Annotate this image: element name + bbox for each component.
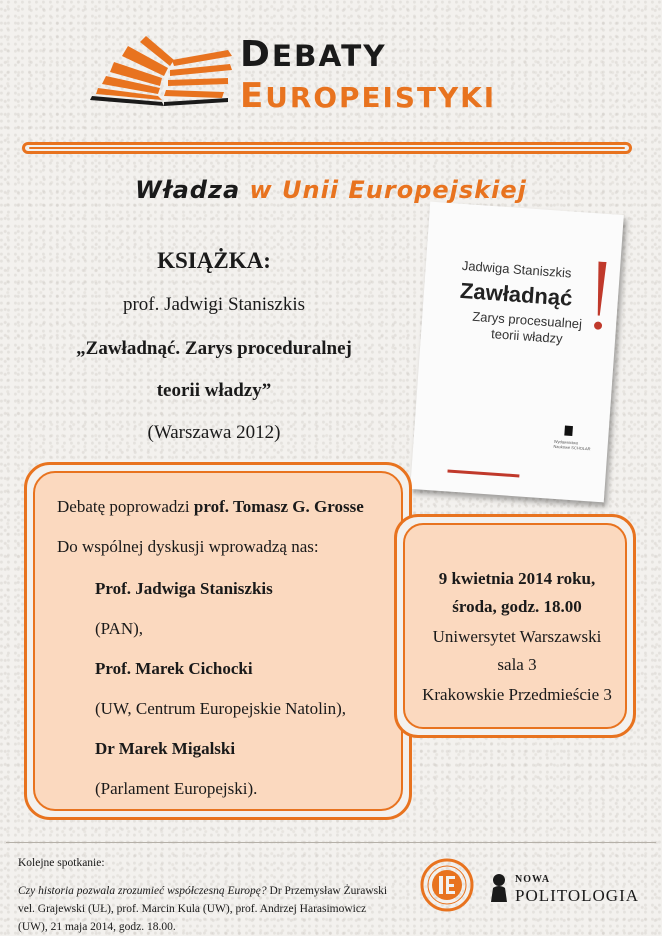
next-meeting-line3: (UW), 21 maja 2014, godz. 18.00.	[18, 921, 176, 933]
speaker-name: Prof. Marek Cichocki	[95, 659, 253, 678]
book-title-line1: „Zawładnąć. Zarys proceduralnej	[76, 338, 352, 359]
exclamation-icon	[591, 261, 608, 334]
next-meeting-label: Kolejne spotkanie:	[18, 857, 105, 869]
speaker-affiliation: (UW, Centrum Europejskie Natolin),	[95, 699, 347, 718]
event-date: 9 kwietnia 2014 roku,	[438, 569, 596, 588]
partner-logo-nowa: NOWA	[515, 874, 551, 885]
event-time: środa, godz. 18.00	[452, 597, 582, 616]
speakers-panel-inner	[33, 471, 403, 811]
open-book-icon	[88, 30, 238, 110]
event-street: Krakowskie Przedmieście 3	[422, 685, 612, 704]
cover-accent-bar	[447, 469, 519, 477]
cover-title: Zawładnąć	[459, 277, 574, 311]
book-author: prof. Jadwigi Staniszkis	[122, 294, 306, 315]
cover-subtitle-line1: Zarys procesualnej	[471, 308, 583, 332]
subtitle-part1: Władza	[135, 176, 241, 204]
subtitle-part2: w Unii Europejskiej	[249, 176, 527, 204]
cover-subtitle-line2: teorii władzy	[490, 326, 564, 347]
next-meeting-title: Czy historia pozwala zrozumieć współczesną Europę?	[18, 885, 267, 897]
book-heading: KSIĄŻKA:	[157, 248, 271, 273]
moderator-name: prof. Tomasz G. Grosse	[193, 497, 364, 516]
moderator-line	[57, 497, 364, 517]
divider-rule	[22, 142, 632, 154]
book-title-line2: teorii władzy”	[156, 380, 272, 401]
discussion-intro: Do wspólnej dyskusji wprowadzą nas:	[57, 537, 319, 556]
speaker-affiliation: (Parlament Europejski).	[95, 779, 258, 798]
speakers-panel	[24, 462, 412, 820]
footer-divider	[6, 842, 656, 843]
speaker-name: Prof. Jadwiga Staniszkis	[95, 579, 273, 598]
next-meeting-line2: vel. Grajewski (UŁ), prof. Marcin Kula (UW), prof. Andrzej Harasimowicz	[18, 903, 367, 915]
publisher-logo-icon	[564, 426, 573, 437]
book-cover-image	[410, 202, 624, 503]
speaker-affiliation: (PAN),	[95, 619, 144, 638]
book-year: (Warszawa 2012)	[147, 422, 281, 443]
logo-title-debaty: DEBATY	[240, 34, 387, 75]
partner-logo-politologia: POLITOLOGIA	[515, 886, 640, 905]
cover-publisher: Wydawnictwo Naukowe SCHOLAR	[553, 438, 591, 452]
event-details-panel-inner	[403, 523, 627, 729]
event-place: Uniwersytet Warszawski	[432, 627, 602, 646]
next-meeting-line1	[18, 884, 387, 898]
speaker-name: Dr Marek Migalski	[95, 739, 236, 758]
event-room: sala 3	[497, 655, 537, 674]
moderator-prefix: Debatę poprowadzi	[57, 497, 190, 516]
next-meeting-speaker: Dr Przemysław Żurawski	[266, 885, 388, 897]
institute-seal-icon	[420, 858, 474, 912]
logo-title-europeistyki: EUROPEISTYKI	[240, 76, 497, 116]
page-subtitle	[0, 176, 662, 204]
cover-author: Jadwiga Staniszkis	[461, 257, 572, 281]
politologia-bust-icon	[488, 872, 510, 902]
event-details-panel	[394, 514, 636, 738]
